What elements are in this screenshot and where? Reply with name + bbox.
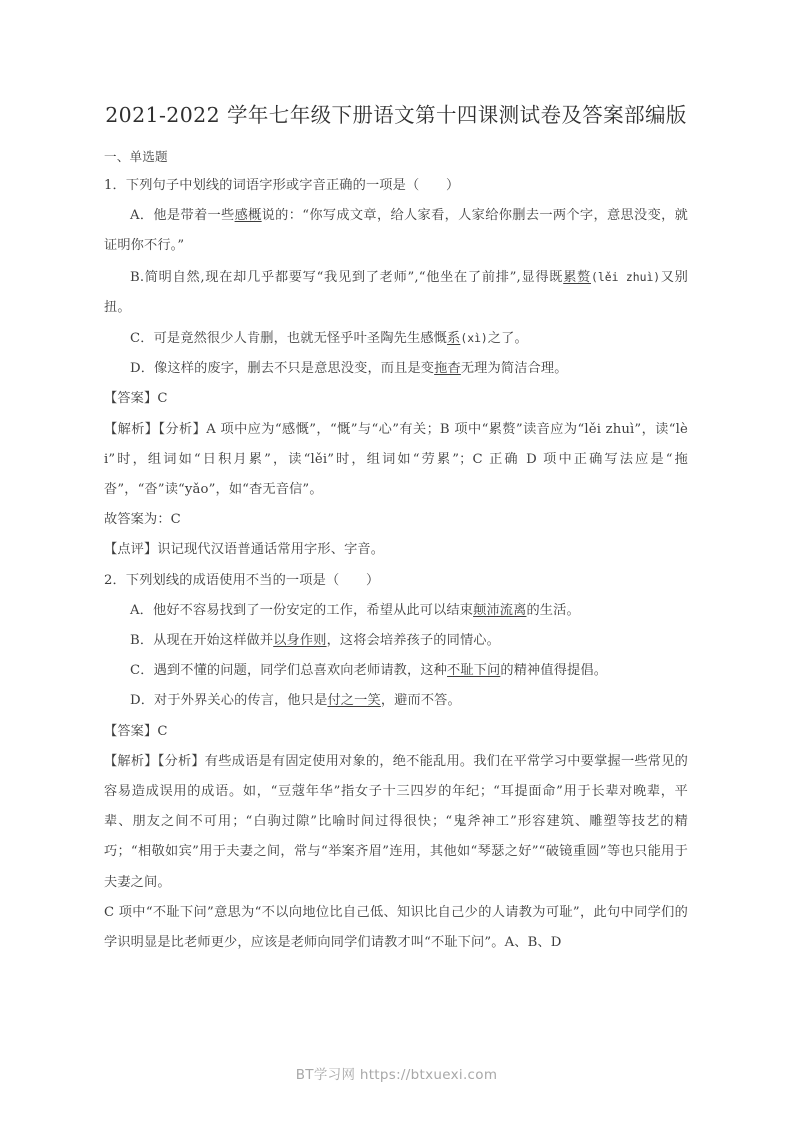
question-2-answer: 【答案】C xyxy=(104,723,168,739)
question-1-comment: 【点评】识记现代汉语普通话常用字形、字音。 xyxy=(104,542,385,558)
option-b-post: 又别扭。 xyxy=(104,269,688,315)
option-b-underlined: 累赘 xyxy=(563,269,592,285)
question-1-stem: 1．下列句子中划线的词语字形或字音正确的一项是（ ） xyxy=(104,178,460,193)
option-c-post: 的精神值得提倡。 xyxy=(500,663,608,679)
option-d-underlined: 拖杳 xyxy=(434,361,461,377)
option-a-post: 说的：“你写成文章，给人家看，人家给你删去一两个字，意思没变，就证明你不行。” xyxy=(104,208,688,254)
question-2-analysis-continued: C 项中“不耻下问”意思为“不以向地位比自己低、知识比自己少的人请教为可耻”，此句中同学们的学识明显是比老师更少，应该是老师向同学们请教才叫“不耻下问”。A、B、D xyxy=(104,904,688,951)
question-1-option-b xyxy=(104,262,688,323)
option-a-underlined: 颠沛流离 xyxy=(473,602,527,618)
question-2-option-b xyxy=(104,626,688,656)
question-2-option-a xyxy=(104,596,688,626)
option-b-underlined: 以身作则 xyxy=(273,633,327,649)
question-2-option-d xyxy=(104,686,688,716)
option-a-pre: A．他是带着一些 xyxy=(130,208,235,224)
question-1-conclusion: 故答案为：C xyxy=(104,512,181,528)
option-c-pinyin: (xì) xyxy=(460,331,488,346)
option-a-post: 的生活。 xyxy=(526,602,580,618)
option-c-underlined: 系 xyxy=(447,331,461,347)
option-b-post: ，这将会培养孩子的同情心。 xyxy=(326,633,500,649)
option-a-pre: A．他好不容易找到了一份安定的工作，希望从此可以结束 xyxy=(130,602,474,618)
option-b-pinyin: (lěi zhuì) xyxy=(591,269,661,284)
question-1-option-a xyxy=(104,201,688,261)
option-c-pre: C．可是竟然很少人肯删，也就无怪乎叶圣陶先生感慨 xyxy=(130,331,448,347)
question-1-analysis: 【解析】【分析】A 项中应为“感慨”，“慨”与“心”有关；B 项中“累赘”读音应为“lěi zhuì”，读“lèi”时，组词如“日积月累”，读“lěi”时，组词如“劳累”；C 正确 D 项中正确写法应是“拖沓”，“沓”读“yǎo”，如“杳无音信”。 xyxy=(104,421,688,498)
option-b-pre: B.简明自然,现在却几乎都要写“我见到了老师”,“他坐在了前排”,显得既 xyxy=(130,269,564,285)
option-d-post: 无理为简洁合理。 xyxy=(460,361,568,377)
footer-watermark: BT学习网 https://btxuexi.com xyxy=(295,1067,498,1083)
option-d-post: ，避而不答。 xyxy=(380,693,461,709)
question-1-option-c xyxy=(104,323,688,354)
option-d-pre: D．对于外界关心的传言，他只是 xyxy=(130,693,328,709)
question-2-stem: 2．下列划线的成语使用不当的一项是（ ） xyxy=(104,572,380,588)
document-content xyxy=(104,96,688,958)
question-1-option-d xyxy=(104,354,688,384)
option-c-post: 之了。 xyxy=(487,331,528,347)
option-d-underlined: 付之一笑 xyxy=(327,693,381,709)
option-c-pre: C．遇到不懂的问题，同学们总喜欢向老师请教，这种 xyxy=(130,663,448,679)
question-1-answer: 【答案】C xyxy=(104,391,168,407)
option-a-underlined: 感概 xyxy=(234,208,262,224)
option-b-pre: B．从现在开始这样做并 xyxy=(130,633,274,649)
question-2-analysis: 【解析】【分析】有些成语是有固定使用对象的，绝不能乱用。我们在平常学习中要掌握一些常见的容易造成误用的成语。如，“豆蔻年华”指女子十三四岁的年纪；“耳提面命”用于长辈对晚辈，平辈、朋友之间不可用；“白驹过隙”比喻时间过得很快；“鬼斧神工”形容建筑、雕塑等技艺的精巧；“相敬如宾”用于夫妻之间，常与“举案齐眉”连用，其他如“琴瑟之好”“破镜重圆”等也只能用于夫妻之间。 xyxy=(104,753,688,890)
page-title: 2021-2022 学年七年级下册语文第十四课测试卷及答案部编版 xyxy=(105,103,687,127)
option-d-pre: D．像这样的废字，删去不只是意思没变，而且是变 xyxy=(130,361,435,377)
question-2-option-c xyxy=(104,656,688,686)
option-c-underlined: 不耻下问 xyxy=(447,663,501,679)
section-heading: 一、单选题 xyxy=(104,149,168,164)
